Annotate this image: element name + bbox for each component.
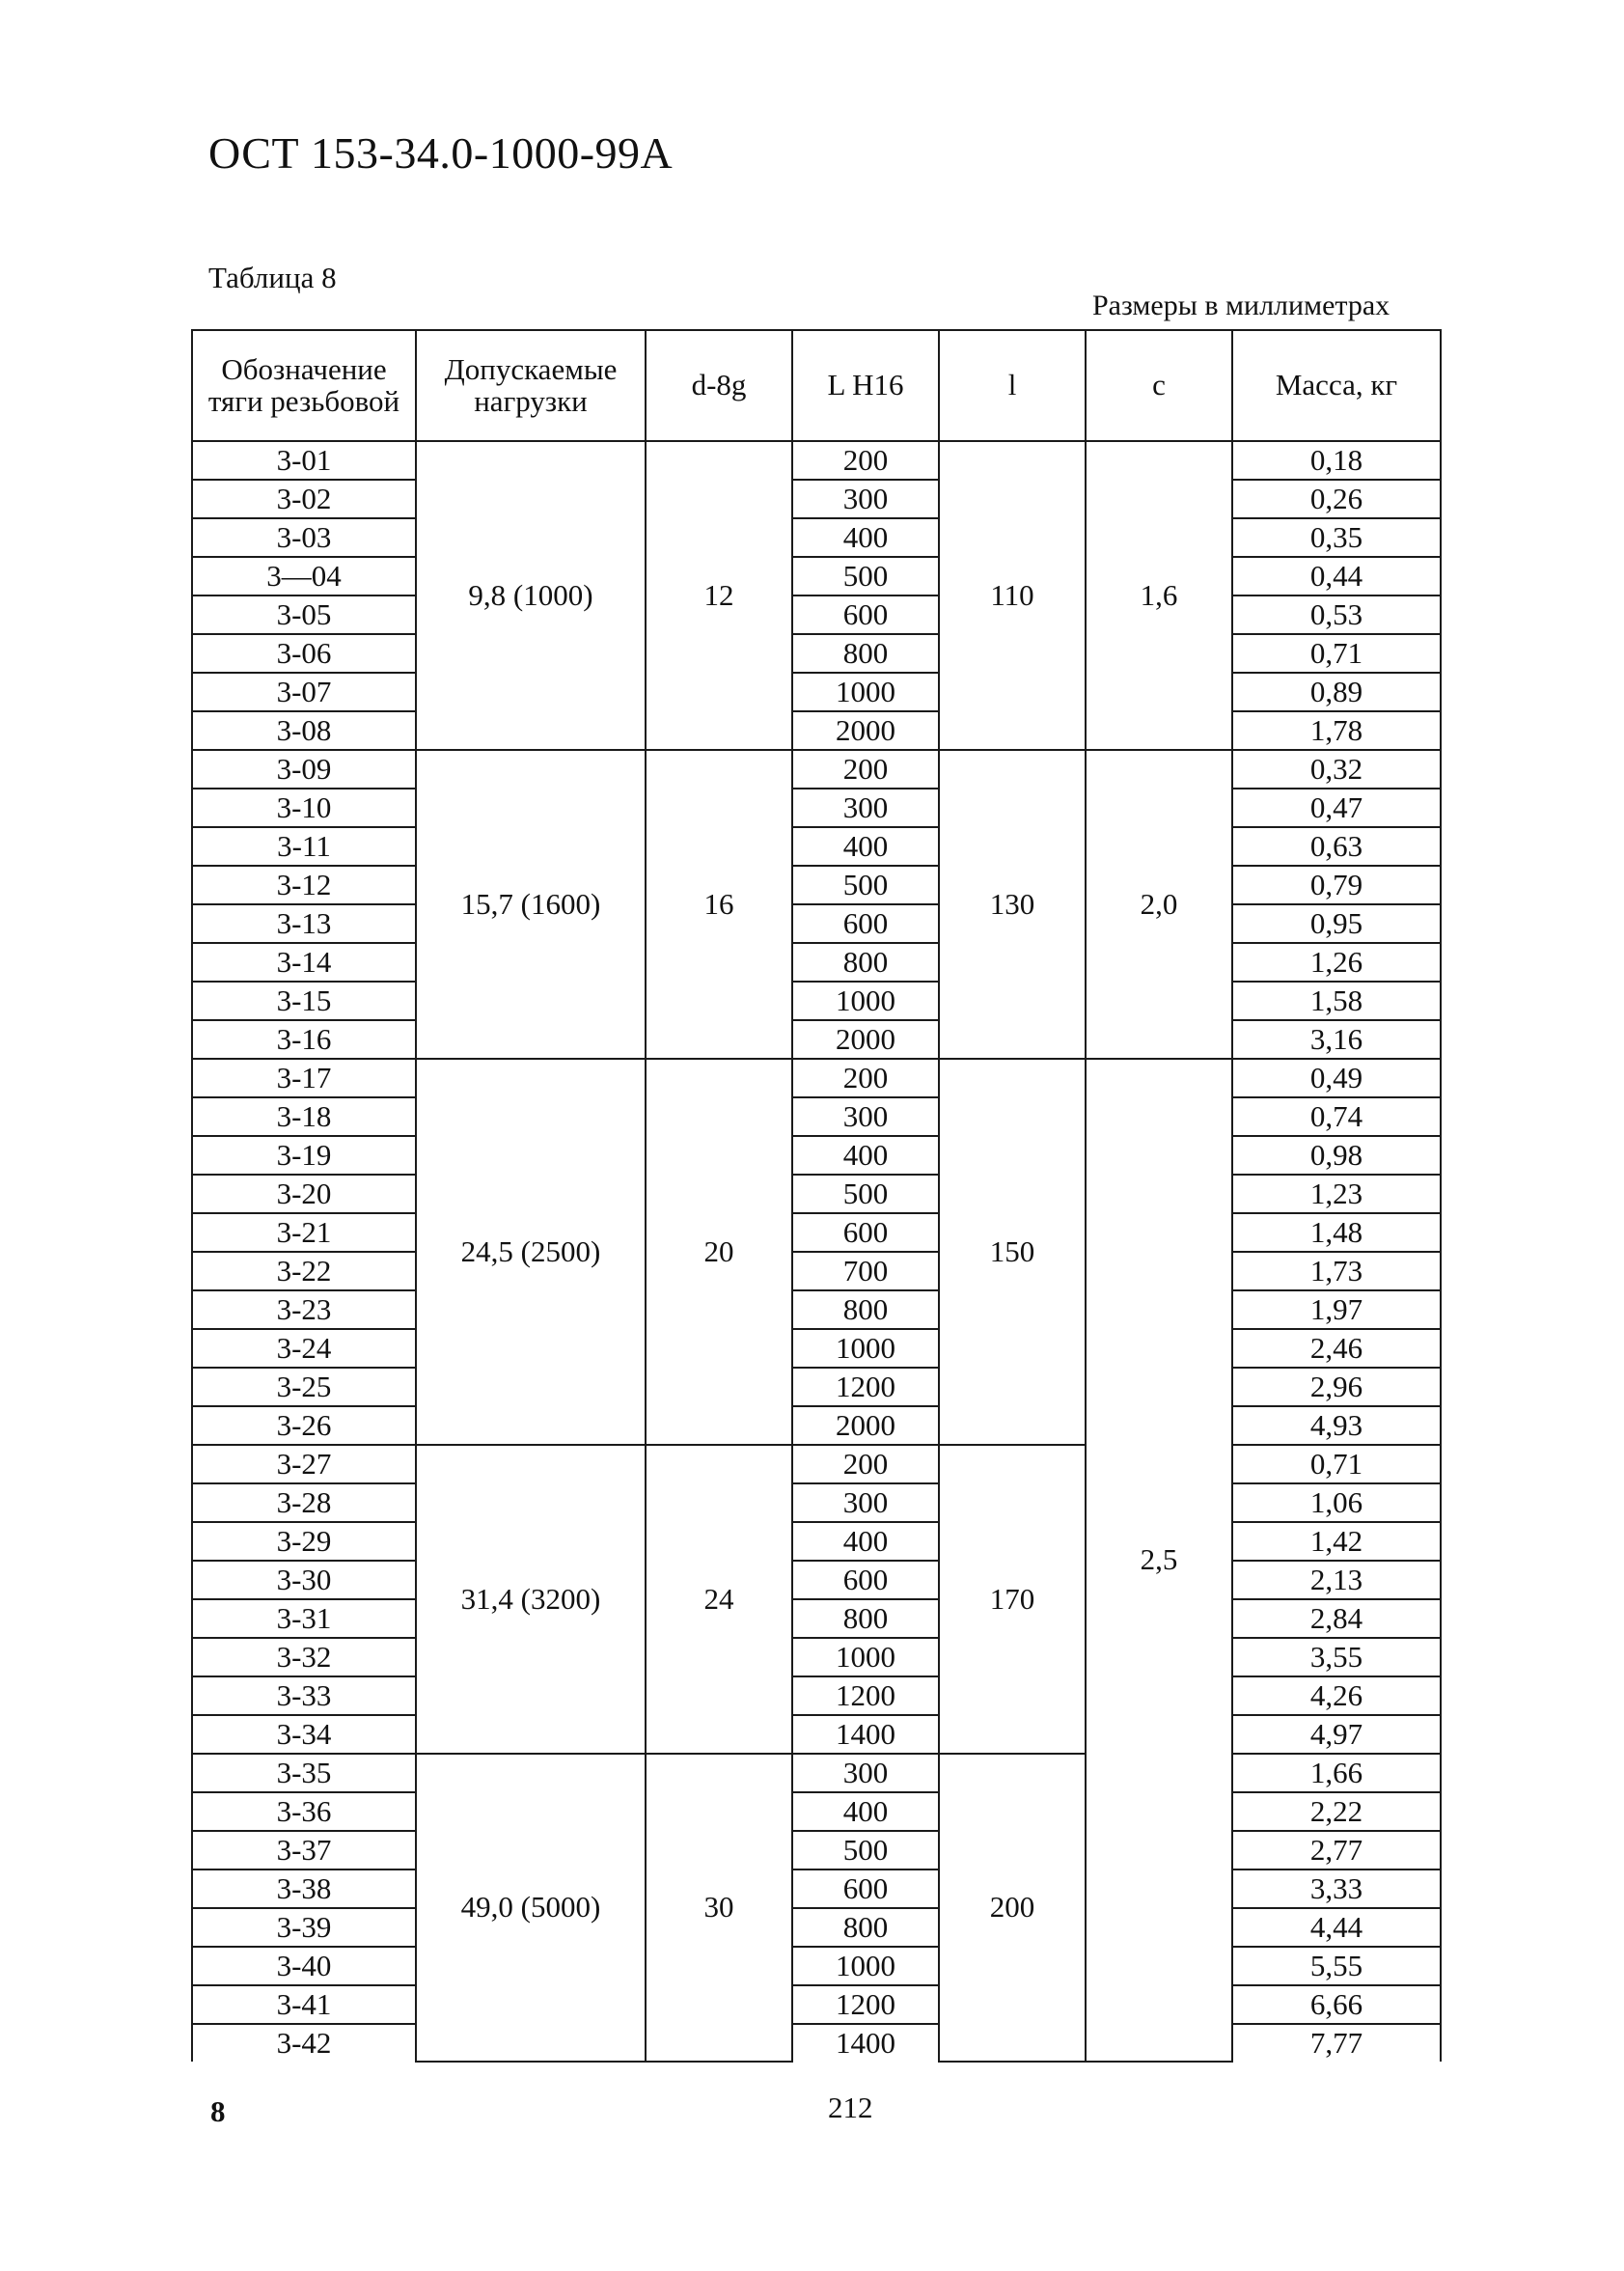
table-row <box>192 1329 1441 1368</box>
d-cell: 12 <box>646 441 792 750</box>
designation-cell: 3-30 <box>192 1561 416 1599</box>
L-cell: 200 <box>792 441 939 480</box>
d-cell: 20 <box>646 1059 792 1445</box>
L-cell: 400 <box>792 1522 939 1561</box>
header-mass: Масса, кг <box>1232 330 1441 441</box>
mass-cell: 0,26 <box>1232 480 1441 518</box>
table-row <box>192 1947 1441 1985</box>
L-cell: 600 <box>792 904 939 943</box>
table-row <box>192 1406 1441 1445</box>
table-row <box>192 518 1441 557</box>
mass-cell: 0,74 <box>1232 1097 1441 1136</box>
designation-cell: 3-14 <box>192 943 416 982</box>
L-cell: 600 <box>792 595 939 634</box>
l-cell: 110 <box>939 441 1086 750</box>
L-cell: 200 <box>792 1445 939 1483</box>
table-row <box>192 827 1441 866</box>
designation-cell: 3-23 <box>192 1290 416 1329</box>
designation-cell: 3-07 <box>192 673 416 711</box>
designation-cell: 3-42 <box>192 2024 416 2062</box>
L-cell: 500 <box>792 1175 939 1213</box>
mass-cell: 7,77 <box>1232 2024 1441 2062</box>
table-row <box>192 557 1441 595</box>
L-cell: 300 <box>792 1097 939 1136</box>
table-row <box>192 441 1441 480</box>
L-cell: 500 <box>792 557 939 595</box>
table-label: Таблица 8 <box>208 261 337 294</box>
mass-cell: 1,58 <box>1232 982 1441 1020</box>
l-cell: 150 <box>939 1059 1086 1445</box>
table-row <box>192 1561 1441 1599</box>
table-row <box>192 1522 1441 1561</box>
designation-cell: 3-15 <box>192 982 416 1020</box>
header-load: Допускаемые нагрузки <box>416 330 646 441</box>
L-cell: 2000 <box>792 1020 939 1059</box>
L-cell: 800 <box>792 634 939 673</box>
d-cell: 16 <box>646 750 792 1059</box>
L-cell: 1000 <box>792 1947 939 1985</box>
table-row <box>192 1483 1441 1522</box>
mass-cell: 1,23 <box>1232 1175 1441 1213</box>
L-cell: 300 <box>792 789 939 827</box>
table-row <box>192 1020 1441 1059</box>
L-cell: 500 <box>792 1831 939 1869</box>
mass-cell: 0,47 <box>1232 789 1441 827</box>
mass-cell: 3,16 <box>1232 1020 1441 1059</box>
L-cell: 2000 <box>792 1406 939 1445</box>
load-cell: 15,7 (1600) <box>416 750 646 1059</box>
L-cell: 600 <box>792 1213 939 1252</box>
L-cell: 1000 <box>792 673 939 711</box>
page-number-center: 212 <box>828 2091 873 2124</box>
mass-cell: 2,13 <box>1232 1561 1441 1599</box>
l-cell: 130 <box>939 750 1086 1059</box>
c-cell: 2,0 <box>1086 750 1232 1059</box>
mass-cell: 6,66 <box>1232 1985 1441 2024</box>
spec-table <box>191 329 1442 2063</box>
load-cell: 9,8 (1000) <box>416 441 646 750</box>
document-code: ОСТ 153-34.0-1000-99А <box>208 128 674 178</box>
mass-cell: 0,18 <box>1232 441 1441 480</box>
L-cell: 400 <box>792 1792 939 1831</box>
L-cell: 800 <box>792 1599 939 1638</box>
table-row <box>192 673 1441 711</box>
header-L: L H16 <box>792 330 939 441</box>
mass-cell: 0,95 <box>1232 904 1441 943</box>
table-row <box>192 1368 1441 1406</box>
table-row <box>192 1445 1441 1483</box>
header-c: c <box>1086 330 1232 441</box>
designation-cell: 3-40 <box>192 1947 416 1985</box>
mass-cell: 1,66 <box>1232 1754 1441 1792</box>
table-row <box>192 750 1441 789</box>
L-cell: 400 <box>792 518 939 557</box>
L-cell: 1200 <box>792 1985 939 2024</box>
table-row <box>192 1252 1441 1290</box>
mass-cell: 1,26 <box>1232 943 1441 982</box>
L-cell: 300 <box>792 1483 939 1522</box>
mass-cell: 0,53 <box>1232 595 1441 634</box>
designation-cell: 3-26 <box>192 1406 416 1445</box>
designation-cell: 3-17 <box>192 1059 416 1097</box>
mass-cell: 0,44 <box>1232 557 1441 595</box>
designation-cell: 3-12 <box>192 866 416 904</box>
table-row <box>192 1908 1441 1947</box>
L-cell: 1000 <box>792 1329 939 1368</box>
table-row <box>192 904 1441 943</box>
L-cell: 2000 <box>792 711 939 750</box>
mass-cell: 1,06 <box>1232 1483 1441 1522</box>
designation-cell: 3-02 <box>192 480 416 518</box>
designation-cell: 3-41 <box>192 1985 416 2024</box>
table-row <box>192 1213 1441 1252</box>
L-cell: 600 <box>792 1869 939 1908</box>
designation-cell: 3-24 <box>192 1329 416 1368</box>
table-row <box>192 1792 1441 1831</box>
mass-cell: 4,26 <box>1232 1676 1441 1715</box>
table-row <box>192 1290 1441 1329</box>
mass-cell: 4,93 <box>1232 1406 1441 1445</box>
l-cell: 170 <box>939 1445 1086 1754</box>
L-cell: 1000 <box>792 1638 939 1676</box>
designation-cell: 3-38 <box>192 1869 416 1908</box>
table-row <box>192 1754 1441 1792</box>
mass-cell: 4,97 <box>1232 1715 1441 1754</box>
table-row <box>192 1175 1441 1213</box>
header-d: d-8g <box>646 330 792 441</box>
mass-cell: 0,71 <box>1232 1445 1441 1483</box>
mass-cell: 1,97 <box>1232 1290 1441 1329</box>
load-cell: 49,0 (5000) <box>416 1754 646 2062</box>
designation-cell: 3-31 <box>192 1599 416 1638</box>
L-cell: 300 <box>792 1754 939 1792</box>
table-row <box>192 1059 1441 1097</box>
mass-cell: 2,22 <box>1232 1792 1441 1831</box>
L-cell: 800 <box>792 1290 939 1329</box>
L-cell: 1200 <box>792 1368 939 1406</box>
mass-cell: 4,44 <box>1232 1908 1441 1947</box>
L-cell: 300 <box>792 480 939 518</box>
mass-cell: 2,46 <box>1232 1329 1441 1368</box>
mass-cell: 5,55 <box>1232 1947 1441 1985</box>
designation-cell: 3—04 <box>192 557 416 595</box>
designation-cell: 3-06 <box>192 634 416 673</box>
mass-cell: 0,32 <box>1232 750 1441 789</box>
table-row <box>192 1715 1441 1754</box>
designation-cell: 3-37 <box>192 1831 416 1869</box>
mass-cell: 2,84 <box>1232 1599 1441 1638</box>
designation-cell: 3-32 <box>192 1638 416 1676</box>
table-row <box>192 1869 1441 1908</box>
designation-cell: 3-29 <box>192 1522 416 1561</box>
d-cell: 24 <box>646 1445 792 1754</box>
table-row <box>192 1136 1441 1175</box>
designation-cell: 3-08 <box>192 711 416 750</box>
units-note: Размеры в миллиметрах <box>1092 290 1390 321</box>
designation-cell: 3-01 <box>192 441 416 480</box>
L-cell: 1400 <box>792 2024 939 2062</box>
table-row <box>192 789 1441 827</box>
c-cell: 2,5 <box>1086 1059 1232 2062</box>
designation-cell: 3-19 <box>192 1136 416 1175</box>
designation-cell: 3-20 <box>192 1175 416 1213</box>
load-cell: 31,4 (3200) <box>416 1445 646 1754</box>
designation-cell: 3-10 <box>192 789 416 827</box>
L-cell: 800 <box>792 1908 939 1947</box>
page-number-left: 8 <box>210 2094 226 2128</box>
mass-cell: 2,96 <box>1232 1368 1441 1406</box>
table-header-row <box>192 330 1441 441</box>
table-row <box>192 711 1441 750</box>
designation-cell: 3-18 <box>192 1097 416 1136</box>
table-row <box>192 634 1441 673</box>
mass-cell: 0,63 <box>1232 827 1441 866</box>
table-row <box>192 595 1441 634</box>
designation-cell: 3-22 <box>192 1252 416 1290</box>
L-cell: 400 <box>792 827 939 866</box>
table-row <box>192 982 1441 1020</box>
designation-cell: 3-33 <box>192 1676 416 1715</box>
table-row <box>192 866 1441 904</box>
L-cell: 1000 <box>792 982 939 1020</box>
table-body <box>192 441 1441 2062</box>
mass-cell: 3,33 <box>1232 1869 1441 1908</box>
table-row <box>192 1676 1441 1715</box>
mass-cell: 0,79 <box>1232 866 1441 904</box>
table-row <box>192 1599 1441 1638</box>
L-cell: 1400 <box>792 1715 939 1754</box>
designation-cell: 3-16 <box>192 1020 416 1059</box>
table-row <box>192 943 1441 982</box>
mass-cell: 0,71 <box>1232 634 1441 673</box>
designation-cell: 3-39 <box>192 1908 416 1947</box>
table-row <box>192 1638 1441 1676</box>
designation-cell: 3-35 <box>192 1754 416 1792</box>
mass-cell: 0,49 <box>1232 1059 1441 1097</box>
header-l: l <box>939 330 1086 441</box>
table-row <box>192 1831 1441 1869</box>
L-cell: 800 <box>792 943 939 982</box>
mass-cell: 1,78 <box>1232 711 1441 750</box>
mass-cell: 1,42 <box>1232 1522 1441 1561</box>
designation-cell: 3-28 <box>192 1483 416 1522</box>
designation-cell: 3-21 <box>192 1213 416 1252</box>
d-cell: 30 <box>646 1754 792 2062</box>
designation-cell: 3-34 <box>192 1715 416 1754</box>
designation-cell: 3-05 <box>192 595 416 634</box>
L-cell: 200 <box>792 1059 939 1097</box>
mass-cell: 0,35 <box>1232 518 1441 557</box>
table-row <box>192 2024 1441 2062</box>
L-cell: 500 <box>792 866 939 904</box>
L-cell: 400 <box>792 1136 939 1175</box>
mass-cell: 2,77 <box>1232 1831 1441 1869</box>
table-row <box>192 480 1441 518</box>
mass-cell: 0,89 <box>1232 673 1441 711</box>
header-designation: Обозначение тяги резьбовой <box>192 330 416 441</box>
mass-cell: 3,55 <box>1232 1638 1441 1676</box>
L-cell: 200 <box>792 750 939 789</box>
table-row <box>192 1097 1441 1136</box>
mass-cell: 0,98 <box>1232 1136 1441 1175</box>
c-cell: 1,6 <box>1086 441 1232 750</box>
mass-cell: 1,73 <box>1232 1252 1441 1290</box>
L-cell: 1200 <box>792 1676 939 1715</box>
designation-cell: 3-36 <box>192 1792 416 1831</box>
table-row <box>192 1985 1441 2024</box>
designation-cell: 3-25 <box>192 1368 416 1406</box>
designation-cell: 3-13 <box>192 904 416 943</box>
designation-cell: 3-11 <box>192 827 416 866</box>
designation-cell: 3-03 <box>192 518 416 557</box>
mass-cell: 1,48 <box>1232 1213 1441 1252</box>
L-cell: 700 <box>792 1252 939 1290</box>
load-cell: 24,5 (2500) <box>416 1059 646 1445</box>
l-cell: 200 <box>939 1754 1086 2062</box>
designation-cell: 3-27 <box>192 1445 416 1483</box>
L-cell: 600 <box>792 1561 939 1599</box>
designation-cell: 3-09 <box>192 750 416 789</box>
